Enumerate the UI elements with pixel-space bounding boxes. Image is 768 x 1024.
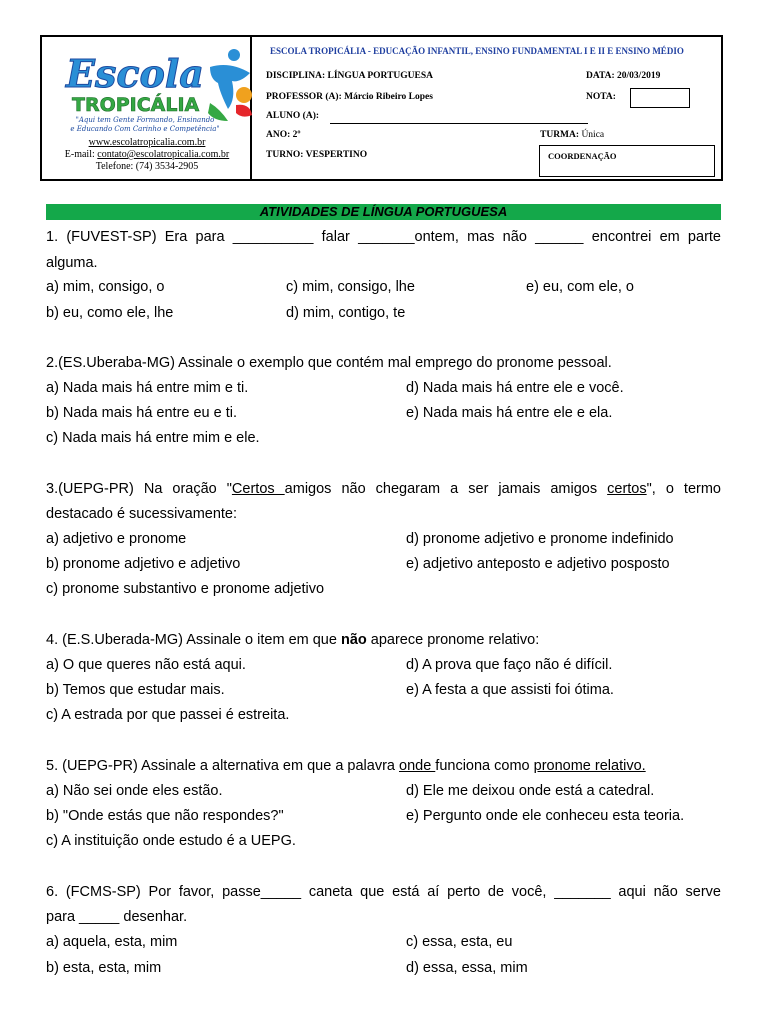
q3-option-a[interactable]: a) adjetivo e pronome [46,531,187,547]
q5-option-b[interactable]: b) "Onde estás que não respondes?" [46,808,284,824]
q2-option-e[interactable]: e) Nada mais há entre ele e ela. [406,405,613,421]
email-link[interactable]: contato@escolatropicalia.com.br [97,149,230,160]
q3-stem-part-a: 3.(UEPG-PR) Na oração " [46,481,232,497]
data-field: DATA: 20/03/2019 [586,71,661,81]
q5-stem-part-a: 5. (UEPG-PR) Assinale a alternativa em que a palavra [46,758,399,774]
q5-option-a[interactable]: a) Não sei onde eles estão. [46,783,223,799]
turno-field: TURNO: VESPERTINO [266,150,368,160]
q3-stem-line2: destacado é sucessivamente: [46,506,238,522]
logo-name-bottom: TROPICÁLIA [72,94,200,116]
school-logo [60,43,256,127]
q4-stem-part-b: aparece pronome relativo: [366,632,540,648]
q6-option-b[interactable]: b) esta, esta, mim [46,960,162,976]
q6-stem-line1: 6. (FCMS-SP) Por favor, passe_____ caneta que está aí perto de você, _______ aqui não serve [46,884,721,900]
q5-stem-part-b: funciona como [435,758,534,774]
email-label: E-mail: [64,149,95,160]
q4-option-c[interactable]: c) A estrada por que passei é estreita. [46,707,290,723]
q3-option-c[interactable]: c) pronome substantivo e pronome adjetivo [46,581,325,597]
q3-option-e[interactable]: e) adjetivo anteposto e adjetivo posposto [406,556,670,572]
q5-underlined-pronome-relativo: pronome relativo. [533,758,646,774]
logo-figure-head-icon [228,49,240,61]
q1-option-c[interactable]: c) mim, consigo, lhe [286,279,415,295]
nota-box[interactable] [630,88,690,108]
q5-underlined-onde: onde [399,758,436,774]
q1-option-b[interactable]: b) eu, como ele, lhe [46,305,174,321]
header-box [40,35,723,181]
ano-field: ANO: 2º [266,130,301,140]
website-link[interactable]: www.escolatropicalia.com.br [88,137,206,148]
school-name-line: ESCOLA TROPICÁLIA - EDUCAÇÃO INFANTIL, ENSINO FUNDAMENTAL I E II E ENSINO MÉDIO [270,46,684,56]
q2-stem: 2.(ES.Uberaba-MG) Assinale o exemplo que contém mal emprego do pronome pessoal. [46,355,612,371]
q6-option-d[interactable]: d) essa, essa, mim [406,960,528,976]
q2-option-d[interactable]: d) Nada mais há entre ele e você. [406,380,624,396]
q5-option-d[interactable]: d) Ele me deixou onde está a catedral. [406,783,655,799]
q4-stem-part-a: 4. (E.S.Uberada-MG) Assinale o item em que [46,632,341,648]
disciplina-field: DISCIPLINA: LÍNGUA PORTUGUESA [266,71,433,81]
logo-slogan-2: e Educando Com Carinho e Competência" [70,125,220,133]
q5-stem [46,757,646,775]
q3-underlined-certos-1: Certos [231,481,285,497]
q3-stem-part-c: ", o termo [646,481,721,497]
q2-option-b[interactable]: b) Nada mais há entre eu e ti. [46,405,238,421]
coordenacao-box [539,145,715,177]
logo-slogan-1: "Aqui tem Gente Formando, Ensinando [75,116,215,124]
q6-option-c[interactable]: c) essa, esta, eu [406,934,513,950]
q4-option-d[interactable]: d) A prova que faço não é difícil. [406,657,613,673]
logo-leaf-icon [236,105,252,117]
q5-option-e[interactable]: e) Pergunto onde ele conheceu esta teoria. [406,808,685,824]
q2-option-a[interactable]: a) Nada mais há entre mim e ti. [46,380,249,396]
q1-option-e[interactable]: e) eu, com ele, o [526,279,634,295]
q3-option-b[interactable]: b) pronome adjetivo e adjetivo [46,556,241,572]
q3-stem-part-b: amigos não chegaram a ser jamais amigos [284,481,608,497]
q4-option-a[interactable]: a) O que queres não está aqui. [46,657,246,673]
turma-label: TURMA: [540,130,580,140]
q3-stem-line1 [46,480,721,498]
aluno-input-line[interactable] [330,123,588,124]
q1-stem-line2: alguma. [46,255,98,271]
q4-stem [46,631,539,649]
q3-underlined-certos-2: certos [607,481,647,497]
q1-option-a[interactable]: a) mim, consigo, o [46,279,165,295]
q6-stem-line2: para _____ desenhar. [46,909,188,925]
logo-name-top: Escola [66,51,204,96]
professor-field: PROFESSOR (A): Márcio Ribeiro Lopes [266,92,433,102]
activities-title: ATIVIDADES DE LÍNGUA PORTUGUESA [46,204,721,220]
q2-option-c[interactable]: c) Nada mais há entre mim e ele. [46,430,260,446]
q1-stem-line1: 1. (FUVEST-SP) Era para __________ falar _______ontem, mas não ______ encontrei em parte [46,229,721,245]
q4-option-e[interactable]: e) A festa a que assisti foi ótima. [406,682,614,698]
q6-option-a[interactable]: a) aquela, esta, mim [46,934,178,950]
coordenacao-label: COORDENAÇÃO [548,151,617,161]
nota-label: NOTA: [586,92,616,102]
turma-value: Única [581,130,605,140]
aluno-label: ALUNO (A): [266,111,320,121]
q3-option-d[interactable]: d) pronome adjetivo e pronome indefinido [406,531,674,547]
q4-stem-bold-nao: não [340,632,367,648]
phone-text: Telefone: (74) 3534-2905 [95,161,199,172]
q4-option-b[interactable]: b) Temos que estudar mais. [46,682,225,698]
q1-option-d[interactable]: d) mim, contigo, te [286,305,406,321]
q5-option-c[interactable]: c) A instituição onde estudo é a UEPG. [46,833,296,849]
logo-sun-icon [236,87,252,103]
logo-cell [42,37,252,179]
